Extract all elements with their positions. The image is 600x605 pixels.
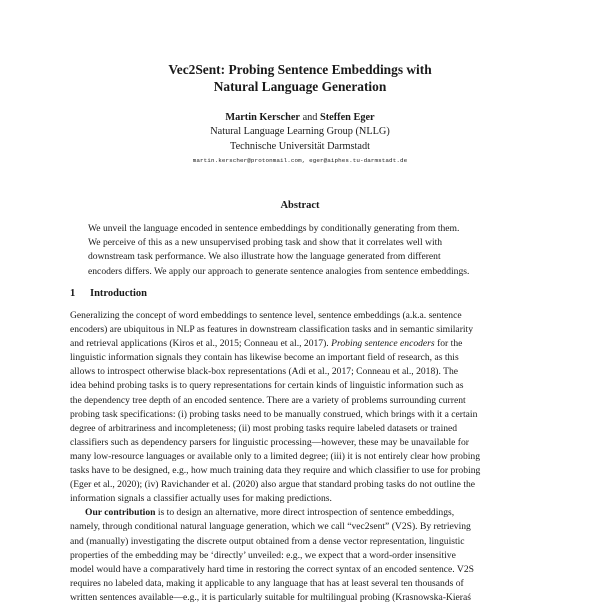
body-emphasis: Probing sentence encoders [331,338,435,350]
abstract-line: downstream task performance. We also illustrate how the language generated from different [88,251,441,263]
abstract-heading: Abstract [280,200,320,211]
body-line: encoders) are ubiquitous in NLP as features in downstream classification tasks and in semantic similarity [70,324,474,336]
abstract-line: encoders differs. We apply our approach to generate sentence analogies from sentence embeddings. [88,265,470,277]
abstract-body [88,222,512,279]
body-line: tasks have to be designed, e.g., how much training data they require and which classifier to use for probing [70,465,481,477]
section-heading [70,288,147,299]
section-title: Introduction [90,288,147,299]
body-line: linguistic information signals they contain has likewise become an important field of research, as this [70,352,459,364]
body-line-mixed [70,337,532,351]
body-line: information signals a classifier actually uses for making predictions. [70,493,332,505]
section-body [70,309,532,605]
body-line: degree of arbitrariness and incompleteness; (ii) most probing tasks require labeled datasets or trained [70,422,458,434]
title-line: Vec2Sent: Probing Sentence Embeddings with [168,62,432,77]
body-line: idea behind probing tasks is to query representations for certain kinds of linguistic information such as [70,380,464,392]
body-fragment: is to design an alternative, more direct introspection of sentence embeddings, [157,507,455,519]
body-fragment: and retrieval applications (Kiros et al., 2015; Conneau et al., 2017). [70,338,329,350]
title-line: Natural Language Generation [213,79,387,94]
body-fragment: for the [437,338,463,350]
affiliation-line: Technische Universität Darmstadt [230,140,370,152]
body-line: (Eger et al., 2020); (iv) Ravichander et al. (2020) also argue that standard probing tasks do not outline the [70,479,476,491]
body-line: classifiers such as dependency parsers for linguistic processing—however, these may be unavailable for [70,436,469,448]
paper-title [0,61,600,95]
body-line: properties of the embedding may be ‘directly’ unveiled: e.g., we expect that a word-order insensitive [70,549,456,561]
author-first: Martin Kerscher [225,112,300,123]
abstract-line: We perceive of this as a new unsupervised probing task and show that it correlates well with [88,237,443,249]
body-line: probing task specifications: (i) probing tasks need to be manually construed, which brings with it a certain [70,408,478,420]
body-line: and (manually) investigating the discrete output obtained from a dense vector representation, linguistic [70,535,465,547]
author-second: Steffen Eger [320,112,375,123]
body-line: model would have a comparatively hard time in restoring the correct syntax of an encoded sentence. V2S [70,563,474,575]
author-emails: martin.kerscher@protonmail.com, eger@aiphes.tu-darmstadt.de [192,157,408,165]
body-line: requires no labeled data, making it applicable to any language that has at least several ten thousands of [70,577,464,589]
section-number: 1 [70,288,76,299]
author-conj: and [302,112,318,123]
affiliation-line: Natural Language Learning Group (NLLG) [210,126,390,138]
body-line: Generalizing the concept of word embeddings to sentence level, sentence embeddings (a.k.a. sentence [70,310,462,321]
body-line: namely, through conditional natural language generation, which we call “vec2sent” (V2S). By retrieving [70,521,471,533]
body-line: many low-resource languages or available only to a limited degree; (iii) it is not entirely clear how probing [70,450,481,462]
body-line: written sentences available—e.g., it is particularly suitable for multilingual probing (Krasnowska-Kieraś [70,591,471,603]
abstract-line: We unveil the language encoded in sentence embeddings by conditionally generating from them. [88,223,460,234]
body-line: allows to introspect otherwise black-box representations (Adi et al., 2017; Conneau et al., 2018). The [70,366,459,378]
body-lead: Our contribution [85,507,156,519]
author-block [0,111,600,169]
author-names [0,111,600,125]
body-line-mixed [70,506,532,520]
body-line: the dependency tree depth of an encoded sentence. There are a variety of problems surrounding current [70,394,466,406]
